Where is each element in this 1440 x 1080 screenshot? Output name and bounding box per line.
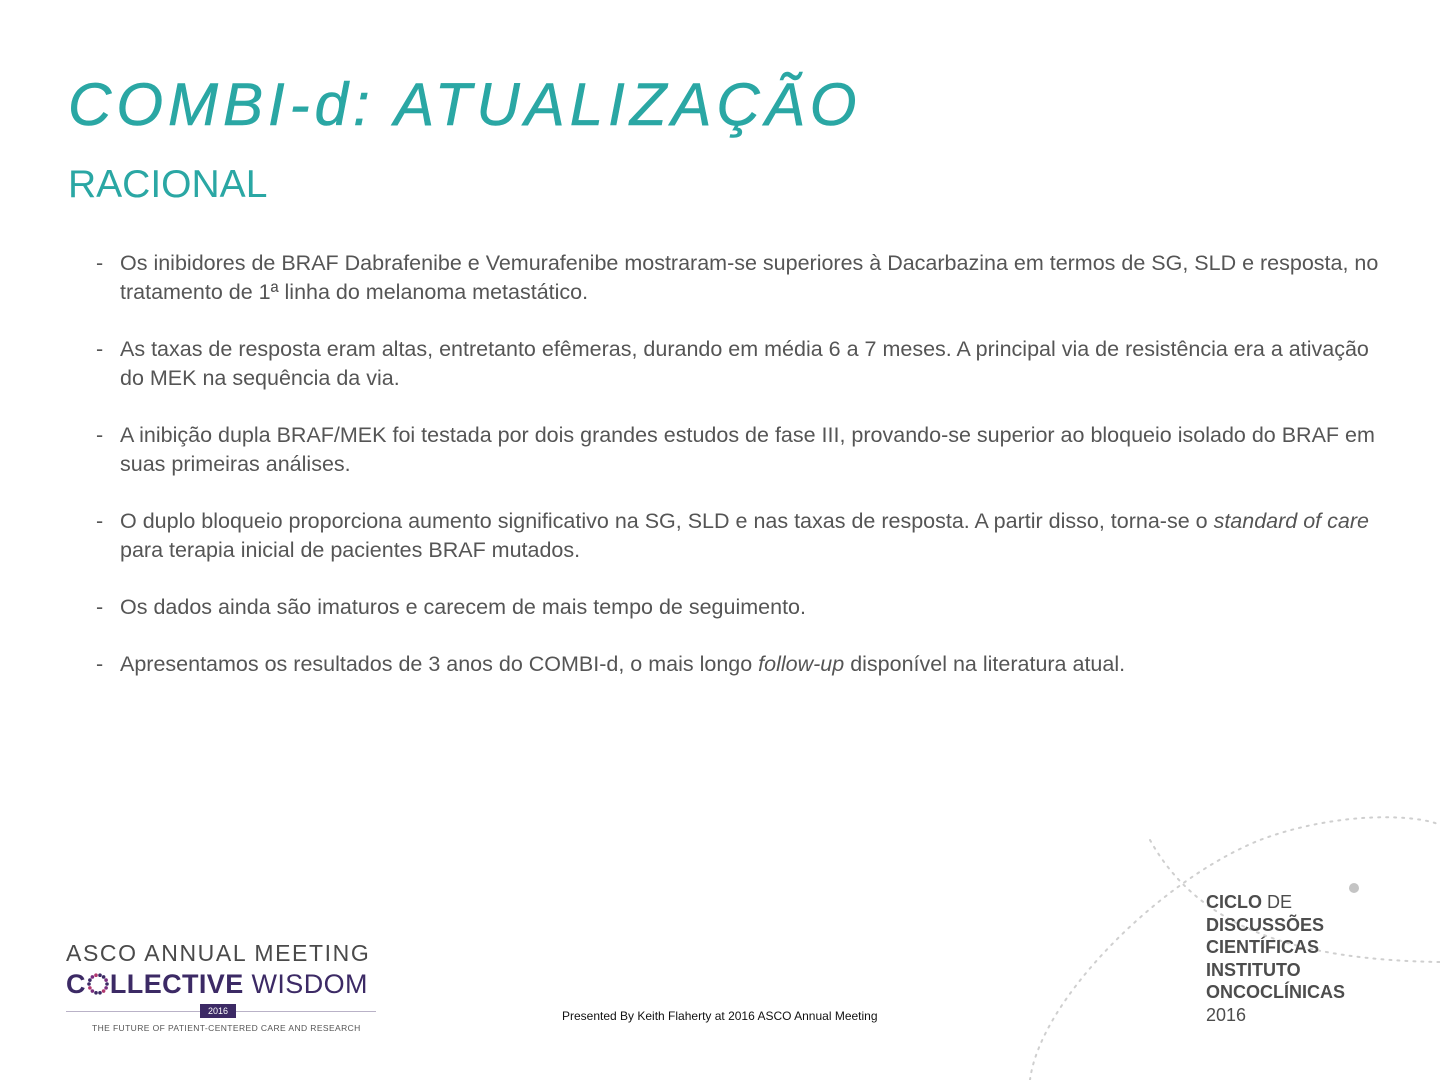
- bullet-text: O duplo bloqueio proporciona aumento significativo na SG, SLD e nas taxas de resposta. A partir disso, torna-se o: [120, 509, 1214, 533]
- bullet-dash: -: [96, 595, 104, 619]
- bullet-text: A inibição dupla BRAF/MEK foi testada por dois grandes estudos de fase III, provando-se superior ao bloqueio isolado do BRAF em suas primeiras análises.: [120, 423, 1375, 476]
- ciclo-logo-line: [1206, 914, 1345, 937]
- bullet-text: para terapia inicial de pacientes BRAF mutados.: [120, 538, 581, 562]
- ciclo-logo-line: [1206, 936, 1345, 959]
- asco-logo-collective: LLECTIVE: [109, 969, 244, 999]
- bullet-item: [96, 421, 1386, 479]
- asco-annual-meeting-logo: [66, 940, 376, 1032]
- ciclo-discussoes-logo: [1206, 891, 1345, 1026]
- asco-logo-line1: ASCO ANNUAL MEETING: [66, 940, 371, 966]
- bullet-text: As taxas de resposta eram altas, entretanto efêmeras, durando em média 6 a 7 meses. A principal via de resistência era a ativação do MEK na sequência da via.: [120, 337, 1369, 390]
- ciclo-logo-text: ONCOCLÍNICAS: [1206, 982, 1345, 1002]
- ciclo-logo-text: DE: [1262, 892, 1293, 912]
- bullet-dash: -: [96, 251, 104, 275]
- ciclo-logo-line: [1206, 1004, 1345, 1027]
- asco-logo-wisdom: WISDOM: [243, 969, 368, 999]
- bullet-italic-text: follow-up: [758, 652, 845, 676]
- bullet-item: [96, 650, 1386, 679]
- ciclo-logo-text: INSTITUTO: [1206, 959, 1301, 980]
- bullet-item: [96, 593, 1386, 622]
- ciclo-logo-text: CICLO: [1206, 892, 1262, 912]
- page-title: COMBI-d: ATUALIZAÇÃO: [68, 71, 862, 138]
- ciclo-logo-text: CIENTÍFICAS: [1206, 937, 1320, 957]
- dotted-circle-icon: [86, 972, 110, 996]
- asco-logo-line2: [66, 969, 376, 1000]
- bullet-item: [96, 335, 1386, 393]
- bullet-dash: -: [96, 337, 104, 361]
- bullet-text: Os dados ainda são imaturos e carecem de mais tempo de seguimento.: [120, 595, 806, 619]
- section-subtitle: RACIONAL: [68, 163, 268, 206]
- decorative-dot: [1349, 883, 1359, 893]
- asco-logo-tagline: THE FUTURE OF PATIENT-CENTERED CARE AND RESEARCH: [92, 1023, 361, 1033]
- bullet-italic-text: standard of care: [1213, 509, 1369, 533]
- bullet-dash: -: [96, 423, 104, 447]
- bullet-text: disponível na literatura atual.: [844, 652, 1126, 676]
- bullet-text: Apresentamos os resultados de 3 anos do COMBI-d, o mais longo: [120, 652, 759, 676]
- asco-logo-year-bar: [66, 1004, 376, 1018]
- presented-by-credit: Presented By Keith Flaherty at 2016 ASCO Annual Meeting: [562, 1009, 878, 1023]
- bullet-text: Os inibidores de BRAF Dabrafenibe e Vemurafenibe mostraram-se superiores à Dacarbazina em termos de SG, SLD e resposta, no tratamento de 1ª linha do melanoma metastático.: [120, 251, 1379, 304]
- bullet-item: [96, 249, 1386, 307]
- ciclo-logo-line: [1206, 959, 1345, 982]
- bullet-dash: -: [96, 652, 104, 676]
- asco-logo-year: 2016: [200, 1004, 236, 1018]
- ciclo-logo-text: DISCUSSÕES: [1206, 914, 1325, 935]
- bullet-dash: -: [96, 509, 104, 533]
- bullet-item: [96, 507, 1386, 565]
- ciclo-logo-line: [1206, 981, 1345, 1004]
- asco-logo-c: C: [66, 969, 86, 999]
- ciclo-logo-line: [1206, 891, 1345, 914]
- ciclo-logo-text: 2016: [1206, 1004, 1247, 1025]
- bullet-list: [96, 249, 1386, 707]
